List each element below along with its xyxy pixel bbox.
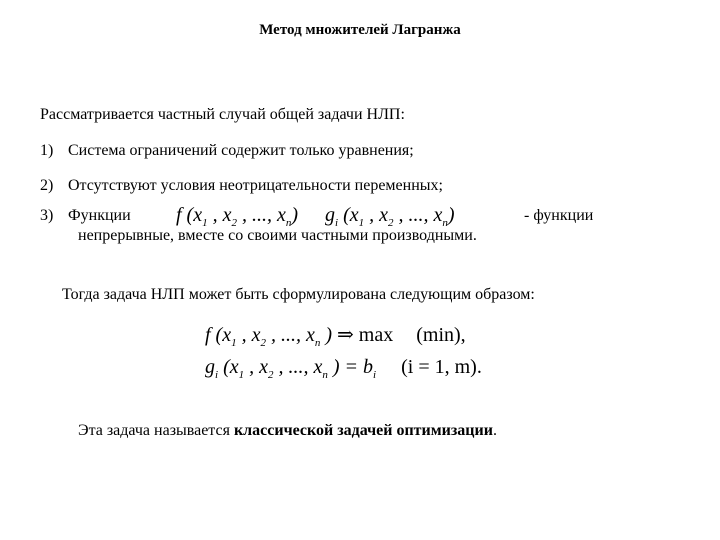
list-text: Система ограничений содержит только уравнения; bbox=[68, 142, 414, 159]
conclusion-text bbox=[78, 422, 497, 440]
list-item-2 bbox=[40, 177, 443, 195]
intro-text: Рассматривается частный случай общей задачи НЛП: bbox=[40, 106, 405, 123]
list-text: Отсутствуют условия неотрицательности переменных; bbox=[68, 177, 443, 194]
objective-max: ⇒ max bbox=[337, 324, 394, 346]
then-text: Тогда задача НЛП может быть сформулирована следующим образом: bbox=[62, 286, 535, 303]
list-number: 3) bbox=[40, 207, 54, 224]
constraint-equation: $g_i$ ($x_1$ , $x_2$ , ..., $x_n$ ) = $b_i$ (i = 1, m). bbox=[205, 356, 482, 381]
function-f-expression: f ($x_1$ , $x_2$ , ..., $x_n$) bbox=[176, 204, 299, 229]
page-title: Метод множителей Лагранжа bbox=[259, 22, 461, 38]
conclusion-prefix: Эта задача называется bbox=[78, 422, 234, 439]
list-number: 1) bbox=[40, 142, 54, 159]
list-item-3-continuation: непрерывные, вместе со своими частными производными. bbox=[78, 227, 477, 244]
list-item-1 bbox=[40, 142, 414, 160]
conclusion-suffix: . bbox=[492, 422, 497, 439]
conclusion-term: классической задачей оптимизации bbox=[233, 422, 493, 439]
list-text: Функции bbox=[68, 207, 131, 224]
functions-suffix: - функции bbox=[524, 207, 594, 224]
function-g-expression: $g_i$ ($x_1$ , $x_2$ , ..., $x_n$) bbox=[325, 204, 455, 229]
list-number: 2) bbox=[40, 177, 54, 194]
list-item-3 bbox=[40, 207, 131, 225]
objective-function: f ($x_1$ , $x_2$ , ..., $x_n$ ) ⇒ max (min), bbox=[205, 324, 466, 349]
constraint-range: (i = 1, m). bbox=[401, 356, 482, 378]
objective-min: (min), bbox=[416, 324, 466, 346]
constraint-rhs: b bbox=[363, 356, 374, 378]
